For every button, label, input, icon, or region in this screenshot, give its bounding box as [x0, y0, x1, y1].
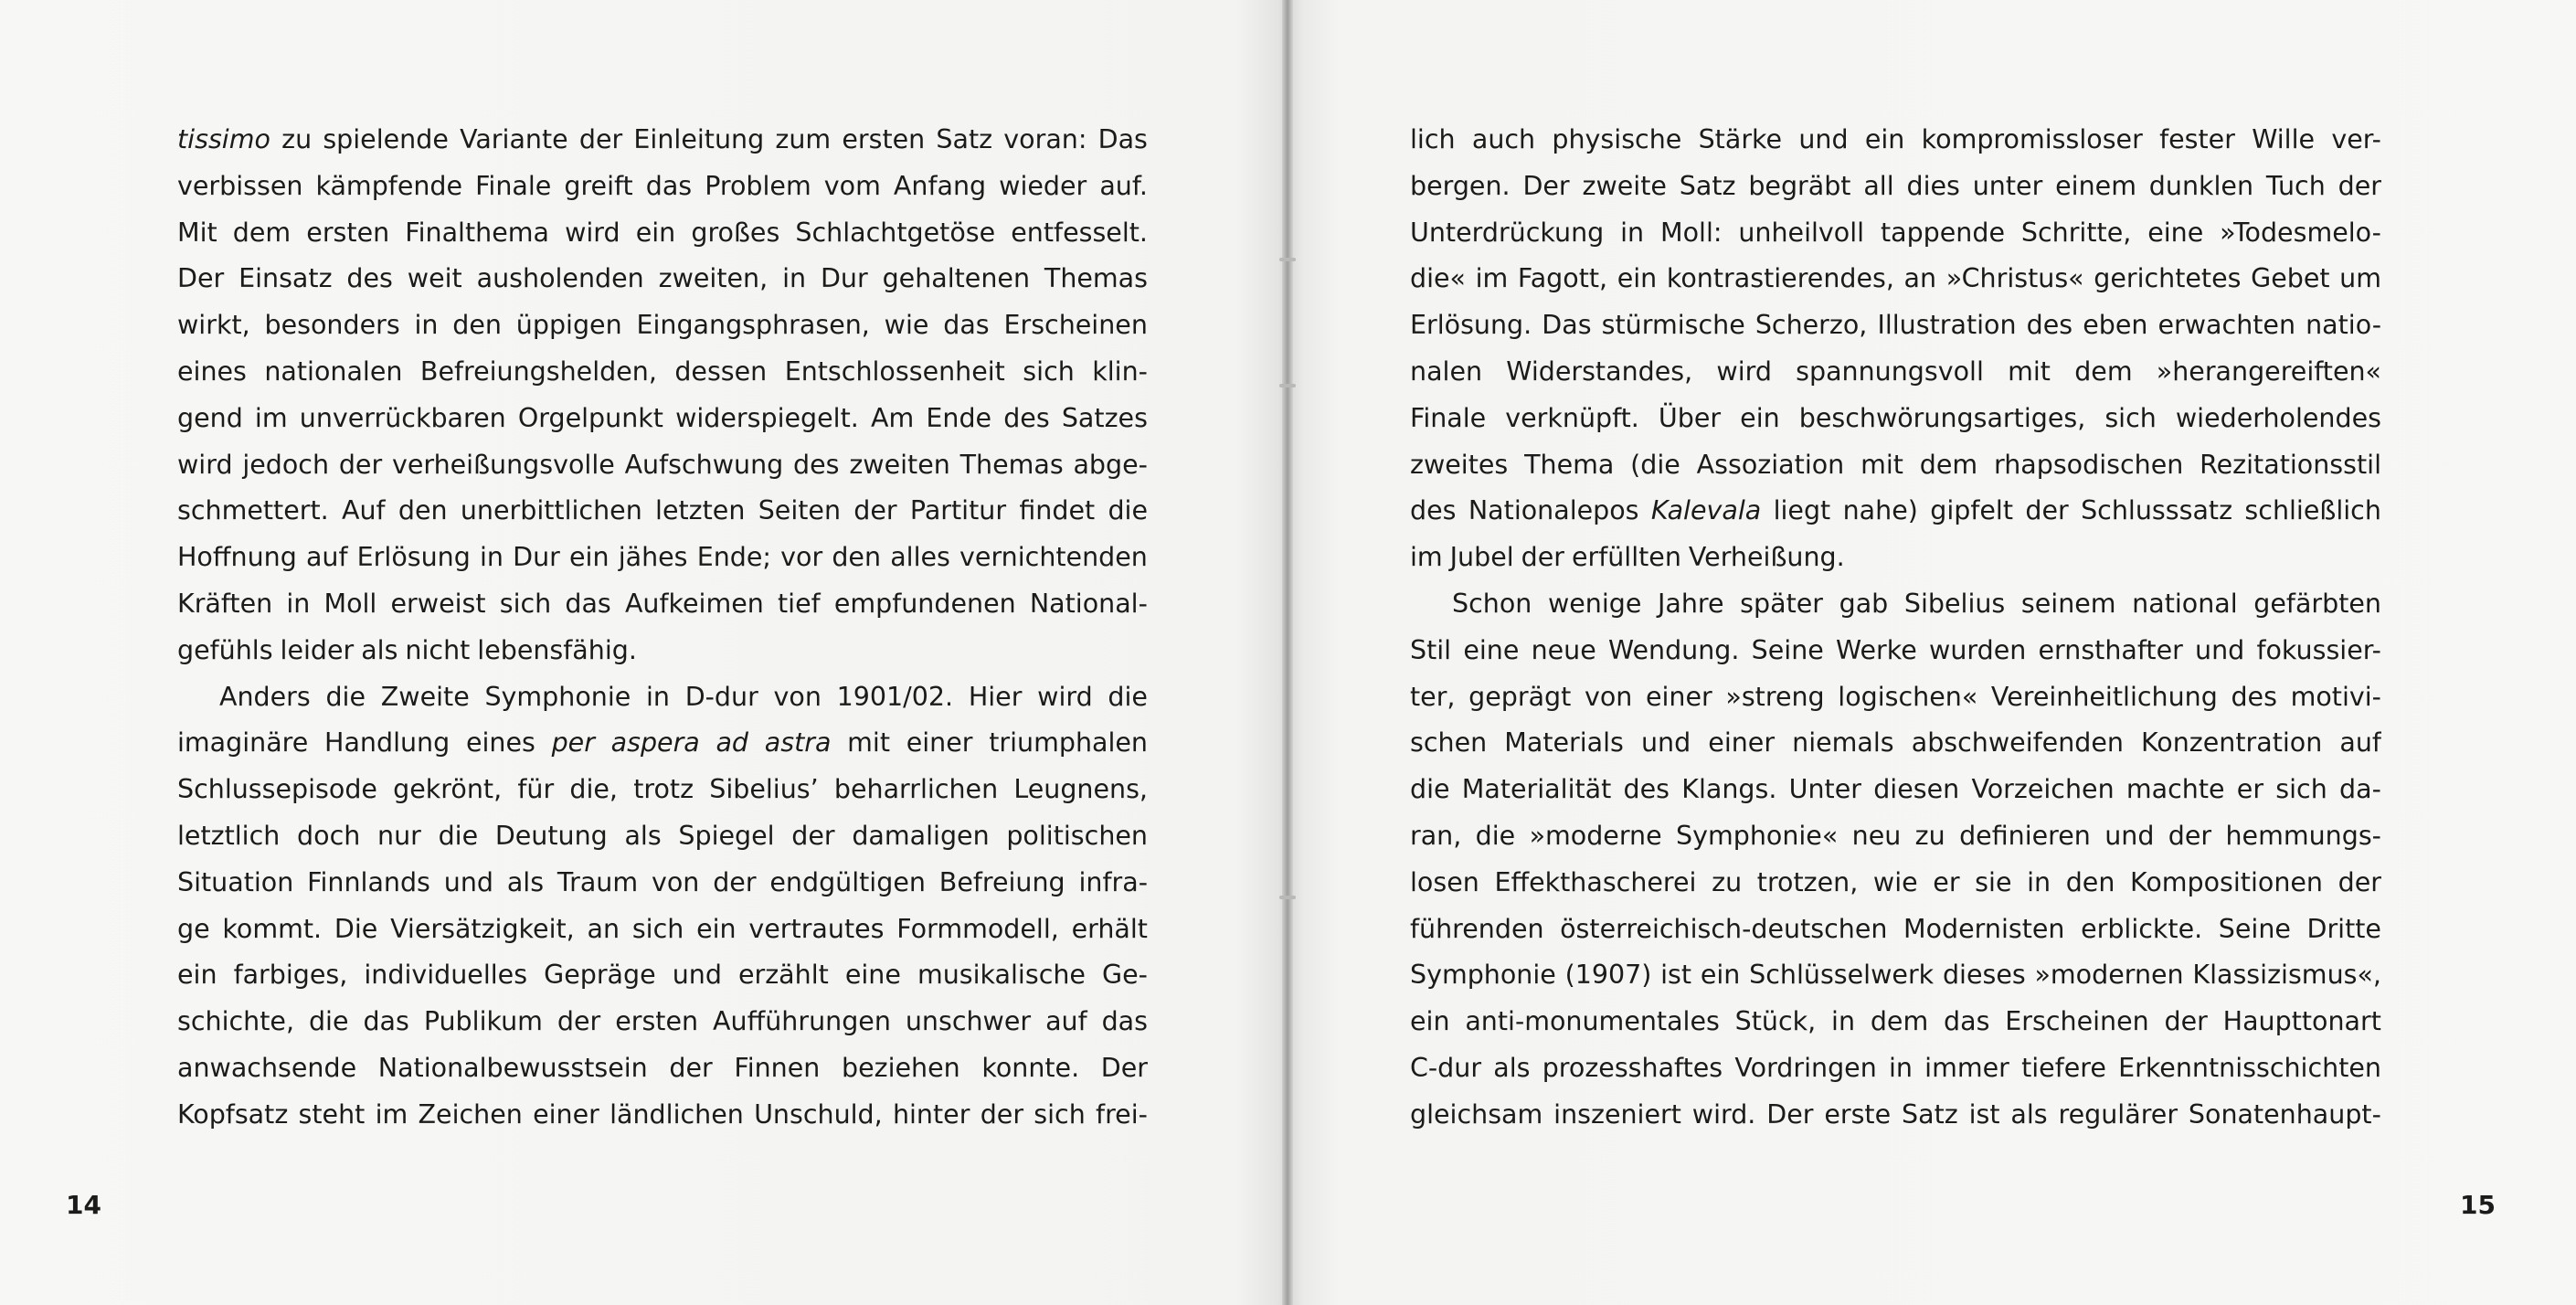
- text-line: Kopfsatz steht im Zeichen einer ländlichen Unschuld, hinter der sich frei-: [177, 1098, 1148, 1130]
- page-number-right: 15: [2460, 1190, 2496, 1220]
- text-line: schichte, die das Publikum der ersten Aufführungen unschwer auf das: [177, 1006, 1148, 1037]
- text-line: Kräften in Moll erweist sich das Aufkeimen tief empfundenen National-: [177, 588, 1148, 619]
- text-line: Anders die Zweite Symphonie in D-dur von 1901/02. Hier wird die: [219, 681, 1148, 712]
- text-line: schen Materials und einer niemals abschweifenden Konzentration auf: [1410, 727, 2381, 759]
- text-line: ge kommt. Die Viersätzigkeit, an sich ein vertrautes Formmodell, erhält: [177, 913, 1148, 944]
- text-line: letztlich doch nur die Deutung als Spiegel der damaligen politischen: [177, 820, 1148, 851]
- page-number-left: 14: [66, 1190, 101, 1220]
- text-line: Finale verknüpft. Über ein beschwörungsartiges, sich wiederholendes: [1410, 402, 2381, 433]
- staple-mark: [1279, 384, 1296, 387]
- left-page-text: [177, 117, 1148, 1139]
- text-line: Schlussepisode gekrönt, für die, trotz Sibelius’ beharrlichen Leugnens,: [177, 774, 1148, 805]
- text-line: eines nationalen Befreiungshelden, dessen Entschlossenheit sich klin-: [177, 355, 1148, 387]
- text-line: anwachsende Nationalbewusstsein der Finnen beziehen konnte. Der: [177, 1052, 1148, 1083]
- text-line: imaginäre Handlung eines per aspera ad astra mit einer triumphalen: [177, 727, 1148, 759]
- text-line: führenden österreichisch-deutschen Modernisten erblickte. Seine Dritte: [1410, 913, 2381, 944]
- text-line: im Jubel der erfüllten Verheißung.: [1410, 542, 1845, 573]
- text-line: Schon wenige Jahre später gab Sibelius seinem national gefärbten: [1452, 588, 2381, 619]
- text-line: Der Einsatz des weit ausholenden zweiten, in Dur gehaltenen Themas: [177, 263, 1148, 294]
- text-line: Erlösung. Das stürmische Scherzo, Illustration des eben erwachten natio-: [1410, 310, 2381, 341]
- text-line: Hoffnung auf Erlösung in Dur ein jähes Ende; vor den alles vernichtenden: [177, 542, 1148, 573]
- text-line: bergen. Der zweite Satz begräbt all dies unter einem dunklen Tuch der: [1410, 170, 2381, 201]
- text-line: ter, geprägt von einer »streng logischen« Vereinheitlichung des motivi-: [1410, 681, 2381, 712]
- text-line: ein anti-monumentales Stück, in dem das Erscheinen der Haupttonart: [1410, 1006, 2381, 1037]
- book-fold: [1282, 0, 1293, 1305]
- text-line: gleichsam inszeniert wird. Der erste Satz ist als regulärer Sonatenhaupt-: [1410, 1098, 2381, 1130]
- text-line: losen Effekthascherei zu trotzen, wie er sie in den Kompositionen der: [1410, 866, 2381, 897]
- text-line: die« im Fagott, ein kontrastierendes, an »Christus« gerichtetes Gebet um: [1410, 263, 2381, 294]
- text-line: des Nationalepos Kalevala liegt nahe) gipfelt der Schlusssatz schließlich: [1410, 495, 2381, 526]
- text-line: wird jedoch der verheißungsvolle Aufschwung des zweiten Themas abge-: [177, 449, 1148, 480]
- text-line: gefühls leider als nicht lebensfähig.: [177, 634, 637, 665]
- text-line: nalen Widerstandes, wird spannungsvoll mit dem »herangereiften«: [1410, 355, 2381, 387]
- text-line: Stil eine neue Wendung. Seine Werke wurden ernsthafter und fokussier-: [1410, 634, 2381, 665]
- text-line: Mit dem ersten Finalthema wird ein großes Schlachtgetöse entfesselt.: [177, 217, 1148, 248]
- staple-mark: [1279, 896, 1296, 899]
- text-line: Symphonie (1907) ist ein Schlüsselwerk dieses »modernen Klassizismus«,: [1410, 960, 2381, 991]
- staple-mark: [1279, 258, 1296, 261]
- text-line: lich auch physische Stärke und ein kompromissloser fester Wille ver-: [1410, 124, 2381, 154]
- text-line: verbissen kämpfende Finale greift das Problem vom Anfang wieder auf.: [177, 170, 1148, 201]
- text-line: Situation Finnlands und als Traum von der endgültigen Befreiung infra-: [177, 866, 1148, 897]
- text-line: Unterdrückung in Moll: unheilvoll tappende Schritte, eine »Todesmelo-: [1410, 217, 2381, 248]
- text-line: tissimo zu spielende Variante der Einleitung zum ersten Satz voran: Das: [177, 124, 1148, 154]
- text-line: ran, die »moderne Symphonie« neu zu definieren und der hemmungs-: [1410, 820, 2381, 851]
- text-line: wirkt, besonders in den üppigen Eingangsphrasen, wie das Erscheinen: [177, 310, 1148, 341]
- text-line: ein farbiges, individuelles Gepräge und erzählt eine musikalische Ge-: [177, 960, 1148, 991]
- text-line: schmettert. Auf den unerbittlichen letzten Seiten der Partitur findet die: [177, 495, 1148, 526]
- text-line: gend im unverrückbaren Orgelpunkt widerspiegelt. Am Ende des Satzes: [177, 402, 1148, 433]
- text-line: zweites Thema (die Assoziation mit dem rhapsodischen Rezitationsstil: [1410, 449, 2381, 480]
- text-line: C-dur als prozesshaftes Vordringen in immer tiefere Erkenntnisschichten: [1410, 1052, 2381, 1083]
- right-page-text: [1410, 117, 2381, 1139]
- text-line: die Materialität des Klangs. Unter diesen Vorzeichen machte er sich da-: [1410, 774, 2381, 805]
